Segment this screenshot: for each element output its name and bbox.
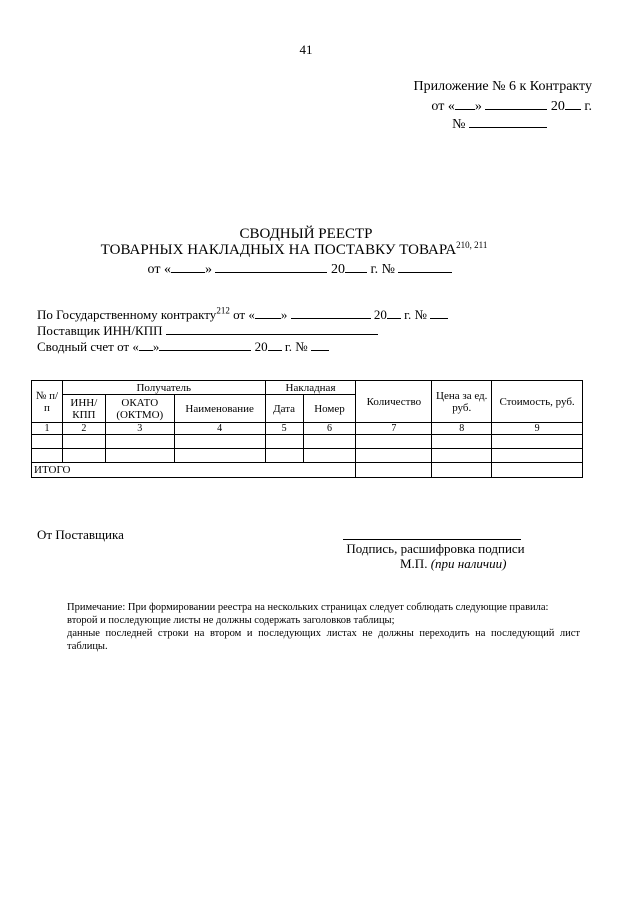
- note-line: Примечание: При формировании реестра на нескольких страницах следует соблюдать следующие правила:: [67, 602, 549, 613]
- header-date: Дата: [265, 395, 303, 423]
- document-title: СВОДНЫЙ РЕЕСТР: [239, 226, 373, 242]
- column-number: 1: [32, 423, 63, 435]
- column-number: 3: [105, 423, 174, 435]
- supplier-line: Поставщик ИНН/КПП: [37, 321, 378, 339]
- document-subtitle: ТОВАРНЫХ НАКЛАДНЫХ НА ПОСТАВКУ ТОВАРА$^{210, 211}$: [100, 240, 488, 258]
- appendix-title: Приложение № 6 к Контракту: [413, 79, 592, 94]
- note-line: данные последней строки на втором и последующих листах не должны переходить на последующий лист таблицы.: [67, 628, 580, 652]
- column-number: 7: [356, 423, 432, 435]
- header-okato: ОКАТО (ОКТМО): [105, 395, 174, 423]
- total-quantity: [356, 463, 432, 478]
- contract-line: По Государственному контракту$^{212}$ от « » 20 г. №: [37, 305, 448, 323]
- header-price: Цена за ед. руб.: [432, 381, 492, 423]
- column-number: 4: [174, 423, 265, 435]
- header-no: № п/п: [32, 381, 63, 423]
- note: [37, 601, 580, 653]
- column-numbers-row: [32, 423, 583, 435]
- column-number: 9: [492, 423, 583, 435]
- title-date-line: от « » 20 г. №: [0, 259, 606, 278]
- header-quantity: Количество: [356, 381, 432, 423]
- header-recipient: Получатель: [62, 381, 265, 395]
- column-number: 2: [62, 423, 105, 435]
- appendix-date-line: от « » 20 г.: [431, 96, 592, 116]
- page-number: 41: [299, 42, 313, 57]
- invoice-line: Сводный счет от « » 20 г. №: [37, 337, 329, 355]
- total-row: [32, 463, 583, 478]
- total-label: ИТОГО: [32, 463, 356, 478]
- appendix-number-line: №: [452, 114, 547, 134]
- year-blank: [565, 96, 581, 110]
- seal-label: М.П. (при наличии): [400, 556, 507, 571]
- signature-line: [343, 539, 521, 540]
- header-name: Наименование: [174, 395, 265, 423]
- number-blank: [469, 114, 547, 128]
- day-blank: [455, 96, 475, 110]
- total-cost: [492, 463, 583, 478]
- table-row: [32, 435, 583, 449]
- column-number: 6: [303, 423, 356, 435]
- column-number: 5: [265, 423, 303, 435]
- column-number: 8: [432, 423, 492, 435]
- from-supplier-label: От Поставщика: [37, 527, 124, 542]
- header-waybill: Накладная: [265, 381, 356, 395]
- total-price: [432, 463, 492, 478]
- month-blank: [485, 96, 547, 110]
- table-row: [32, 449, 583, 463]
- header-cost: Стоимость, руб.: [492, 381, 583, 423]
- signature-caption: Подпись, расшифровка подписи: [346, 541, 525, 556]
- register-table: [31, 380, 583, 478]
- header-inn: ИНН/ КПП: [62, 395, 105, 423]
- note-line: второй и последующие листы не должны содержать заголовков таблицы;: [67, 615, 395, 626]
- header-number: Номер: [303, 395, 356, 423]
